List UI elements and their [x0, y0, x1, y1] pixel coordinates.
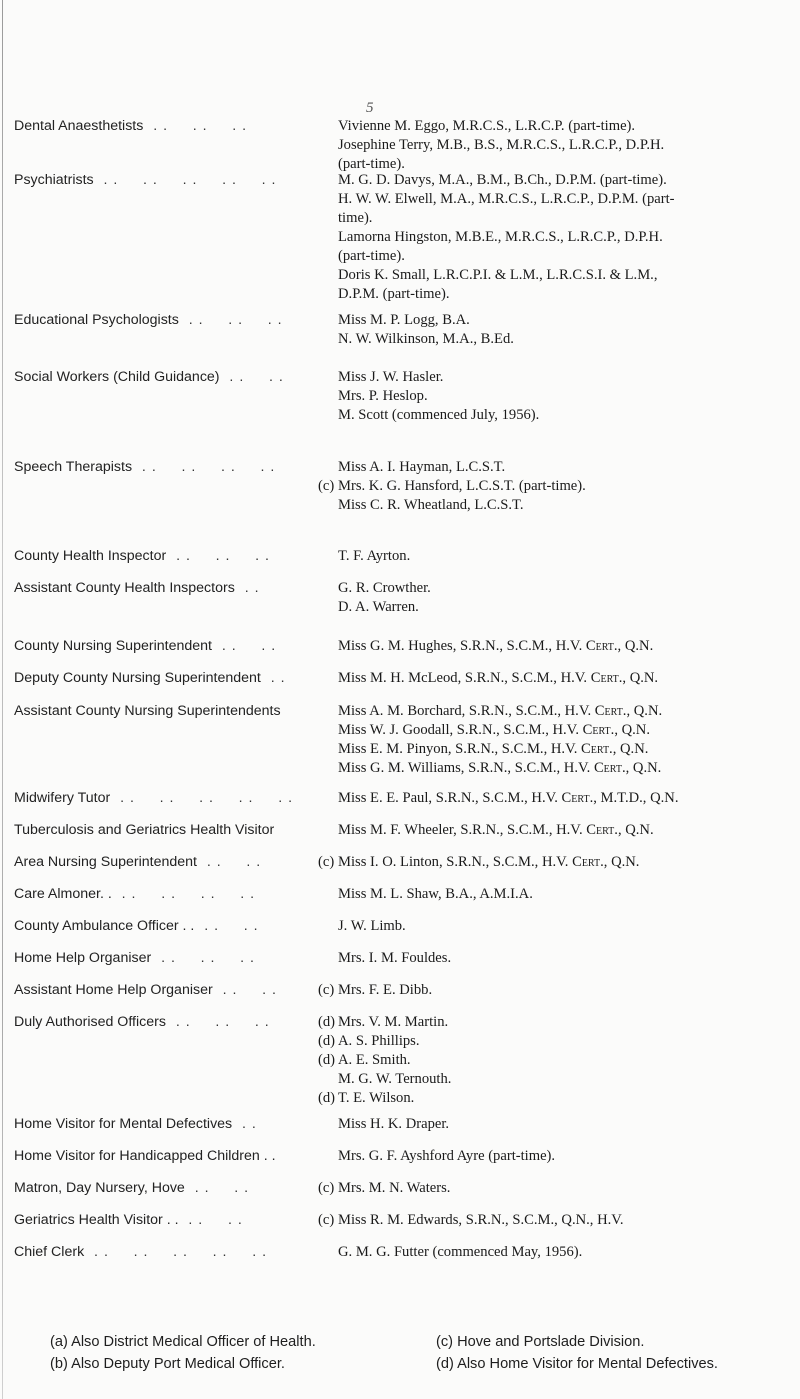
leader-dots: . . . . . . . . . .	[93, 172, 277, 188]
names-list	[338, 1243, 800, 1262]
footnote-marker: (c)	[318, 478, 335, 494]
name-line	[338, 387, 800, 406]
role-label: Chief Clerk	[14, 1244, 85, 1260]
names-list	[318, 981, 800, 1000]
role-label: Deputy County Nursing Superintendent	[14, 670, 261, 686]
name-line	[338, 266, 800, 285]
name-text: Miss C. R. Wheatland, L.C.S.T.	[338, 497, 524, 513]
role-title	[14, 1115, 314, 1134]
name-text: Miss G. M. Hughes, S.R.N., S.C.M., H.V. Cert., Q.N.	[338, 638, 654, 654]
name-text: Mrs. K. G. Hansford, L.C.S.T. (part-time).	[338, 478, 586, 494]
role-title	[14, 368, 314, 387]
role-label: County Health Inspector	[14, 548, 167, 564]
role-title	[14, 171, 314, 190]
leader-dots: . . . .	[184, 1180, 250, 1196]
leader-dots: . . . . . .	[143, 118, 248, 134]
name-text: Mrs. I. M. Fouldes.	[338, 950, 452, 966]
leader-dots: . . . .	[194, 918, 259, 934]
name-text: Doris K. Small, L.R.C.P.I. & L.M., L.R.C.S.I. & L.M.,	[338, 267, 658, 283]
names-list	[338, 547, 800, 566]
names-list	[338, 368, 800, 425]
role-title	[14, 1013, 314, 1032]
name-text: Vivienne M. Eggo, M.R.C.S., L.R.C.P. (part-time).	[338, 118, 636, 134]
role-label: Home Visitor for Handicapped Children . .	[14, 1148, 276, 1164]
footnote-marker: (c)	[318, 854, 335, 870]
name-text: Mrs. P. Heslop.	[338, 388, 428, 404]
name-line	[338, 171, 800, 190]
name-line	[338, 368, 800, 387]
footnote-marker: (c)	[318, 1180, 335, 1196]
name-line	[338, 190, 800, 209]
name-line	[338, 117, 800, 136]
leader-dots: . . . .	[211, 638, 277, 654]
leader-dots: . . . . . . . .	[132, 459, 276, 475]
name-line	[338, 247, 800, 266]
role-label: Social Workers (Child Guidance)	[14, 369, 220, 385]
role-label: County Nursing Superintendent	[14, 638, 212, 654]
role-label: Duly Authorised Officers	[14, 1014, 166, 1030]
name-line	[338, 285, 800, 304]
role-title	[14, 547, 314, 566]
role-label: Dental Anaesthetists	[14, 118, 144, 134]
names-list	[338, 1115, 800, 1134]
name-line	[338, 496, 800, 515]
name-line	[338, 702, 800, 721]
role-title	[14, 949, 314, 968]
names-list	[338, 702, 800, 778]
name-text: Miss M. F. Wheeler, S.R.N., S.C.M., H.V. Cert., Q.N.	[338, 822, 654, 838]
name-text: Miss W. J. Goodall, S.R.N., S.C.M., H.V. Cert., Q.N.	[338, 722, 650, 738]
role-title	[14, 458, 314, 477]
name-line	[338, 789, 800, 808]
name-text: D.P.M. (part-time).	[338, 286, 450, 302]
name-line	[338, 547, 800, 566]
name-text: Mrs. V. M. Martin.	[338, 1014, 449, 1030]
name-text: H. W. W. Elwell, M.A., M.R.C.S., L.R.C.P., D.P.M. (part-	[338, 191, 675, 207]
name-text: T. F. Ayrton.	[338, 548, 411, 564]
name-text: Josephine Terry, M.B., B.S., M.R.C.S., L.R.C.P., D.P.H.	[338, 137, 665, 153]
leader-dots: . . . . . .	[165, 1014, 270, 1030]
leader-dots: . . . .	[178, 1212, 243, 1228]
role-label: Care Almoner. .	[14, 886, 112, 902]
footnote-c: (c) Hove and Portslade Division.	[436, 1334, 645, 1350]
role-label: Assistant County Health Inspectors	[14, 580, 235, 596]
role-title	[14, 1147, 314, 1166]
role-title	[14, 821, 314, 840]
leader-dots: . . . . . .	[166, 548, 270, 564]
footnote-marker: (d)	[318, 1033, 336, 1049]
name-text: time).	[338, 210, 373, 226]
names-list	[318, 458, 800, 515]
names-list	[338, 117, 800, 174]
leader-dots: . . . . . . . . . .	[110, 790, 294, 806]
names-list	[318, 1179, 800, 1198]
names-list	[338, 1147, 800, 1166]
role-title	[14, 702, 314, 721]
footnote-marker: (d)	[318, 1090, 336, 1106]
footnote-d: (d) Also Home Visitor for Mental Defectives.	[436, 1356, 718, 1372]
names-list	[338, 637, 800, 656]
role-title	[14, 885, 314, 904]
name-line	[338, 311, 800, 330]
leader-dots: . .	[260, 670, 286, 686]
name-text: J. W. Limb.	[338, 918, 406, 934]
names-list	[338, 821, 800, 840]
name-line	[338, 598, 800, 617]
names-list	[338, 885, 800, 904]
role-title	[14, 579, 314, 598]
names-list	[338, 669, 800, 688]
names-list	[318, 1013, 800, 1108]
name-text: Miss A. I. Hayman, L.C.S.T.	[338, 459, 506, 475]
role-label: Assistant Home Help Organiser	[14, 982, 213, 998]
role-label: Midwifery Tutor	[14, 790, 111, 806]
name-text: M. G. W. Ternouth.	[338, 1071, 452, 1087]
role-title	[14, 669, 314, 688]
name-text: Lamorna Hingston, M.B.E., M.R.C.S., L.R.C.P., D.P.H.	[338, 229, 663, 245]
scan-edge	[2, 0, 3, 1399]
page-number: 5	[366, 100, 374, 116]
name-line	[338, 949, 800, 968]
footnote-marker: (d)	[318, 1014, 336, 1030]
name-line	[338, 917, 800, 936]
role-title	[14, 981, 314, 1000]
name-text: G. M. G. Futter (commenced May, 1956).	[338, 1244, 583, 1260]
role-label: Tuberculosis and Geriatrics Health Visitor	[14, 822, 275, 838]
name-text: G. R. Crowther.	[338, 580, 431, 596]
role-label: Matron, Day Nursery, Hove	[14, 1180, 185, 1196]
role-label: Area Nursing Superintendent	[14, 854, 197, 870]
leader-dots: . .	[234, 580, 260, 596]
role-title	[14, 637, 314, 656]
leader-dots: . . . .	[219, 369, 284, 385]
role-title	[14, 1179, 314, 1198]
name-text: (part-time).	[338, 248, 405, 264]
name-text: Miss M. H. McLeod, S.R.N., S.C.M., H.V. Cert., Q.N.	[338, 670, 659, 686]
role-label: Assistant County Nursing Superintendents	[14, 703, 281, 719]
leader-dots: . . . . . .	[151, 950, 255, 966]
name-text: Miss E. M. Pinyon, S.R.N., S.C.M., H.V. Cert., Q.N.	[338, 741, 649, 757]
name-text: Miss G. M. Williams, S.R.N., S.C.M., H.V. Cert., Q.N.	[338, 760, 662, 776]
name-line	[318, 981, 800, 1000]
name-text: A. E. Smith.	[338, 1052, 411, 1068]
name-text: T. E. Wilson.	[338, 1090, 415, 1106]
role-title	[14, 917, 314, 936]
name-text: Miss J. W. Hasler.	[338, 369, 444, 385]
footnote-marker: (d)	[318, 1052, 336, 1068]
leader-dots: . . . . . . . . . .	[84, 1244, 268, 1260]
name-line	[318, 1211, 800, 1230]
name-text: N. W. Wilkinson, M.A., B.Ed.	[338, 331, 514, 347]
name-text: Miss H. K. Draper.	[338, 1116, 450, 1132]
name-line	[338, 721, 800, 740]
footnote-marker: (c)	[318, 982, 335, 998]
name-line	[318, 1013, 800, 1032]
names-list	[338, 949, 800, 968]
name-text: Mrs. F. E. Dibb.	[338, 982, 433, 998]
names-list	[338, 579, 800, 617]
name-line	[338, 1243, 800, 1262]
leader-dots: . . . . . . . .	[111, 886, 256, 902]
role-label: Speech Therapists	[14, 459, 133, 475]
name-line	[318, 477, 800, 496]
role-label: Educational Psychologists	[14, 312, 179, 328]
role-title	[14, 311, 314, 330]
name-line	[338, 885, 800, 904]
name-line	[318, 1089, 800, 1108]
name-text: Miss M. L. Shaw, B.A., A.M.I.A.	[338, 886, 533, 902]
leader-dots: . . . .	[212, 982, 277, 998]
name-line	[338, 228, 800, 247]
name-line	[338, 330, 800, 349]
name-text: Mrs. G. F. Ayshford Ayre (part-time).	[338, 1148, 556, 1164]
name-text: Miss I. O. Linton, S.R.N., S.C.M., H.V. Cert., Q.N.	[338, 854, 640, 870]
name-line	[338, 406, 800, 425]
name-text: Miss R. M. Edwards, S.R.N., S.C.M., Q.N., H.V.	[338, 1212, 624, 1228]
leader-dots: . . . . . .	[178, 312, 283, 328]
role-title	[14, 117, 314, 136]
name-line	[318, 1032, 800, 1051]
name-line	[338, 1147, 800, 1166]
footnote-marker: (c)	[318, 1212, 335, 1228]
role-title	[14, 1211, 314, 1230]
name-text: A. S. Phillips.	[338, 1033, 420, 1049]
name-line	[318, 1179, 800, 1198]
name-line	[338, 1115, 800, 1134]
role-label: Home Visitor for Mental Defectives	[14, 1116, 233, 1132]
name-line	[338, 1070, 800, 1089]
footnote-a: (a) Also District Medical Officer of Health.	[50, 1334, 316, 1350]
name-text: Miss A. M. Borchard, S.R.N., S.C.M., H.V. Cert., Q.N.	[338, 703, 663, 719]
role-title	[14, 789, 314, 808]
name-text: M. Scott (commenced July, 1956).	[338, 407, 540, 423]
role-label: County Ambulance Officer . .	[14, 918, 195, 934]
names-list	[338, 171, 800, 304]
names-list	[338, 789, 800, 808]
footnote-b: (b) Also Deputy Port Medical Officer.	[50, 1356, 285, 1372]
names-list	[318, 1211, 800, 1230]
name-text: D. A. Warren.	[338, 599, 419, 615]
name-line	[338, 740, 800, 759]
name-text: Miss M. P. Logg, B.A.	[338, 312, 470, 328]
names-list	[338, 917, 800, 936]
name-line	[318, 1051, 800, 1070]
name-line	[338, 579, 800, 598]
name-line	[338, 136, 800, 155]
name-line	[338, 637, 800, 656]
role-label: Psychiatrists	[14, 172, 94, 188]
name-line	[338, 669, 800, 688]
name-line	[338, 821, 800, 840]
leader-dots: . .	[232, 1116, 257, 1132]
names-list	[338, 311, 800, 349]
role-label: Geriatrics Health Visitor . .	[14, 1212, 179, 1228]
names-list	[318, 853, 800, 872]
role-label: Home Help Organiser	[14, 950, 152, 966]
name-text: M. G. D. Davys, M.A., B.M., B.Ch., D.P.M. (part-time).	[338, 172, 667, 188]
name-line	[318, 853, 800, 872]
leader-dots: . . . .	[196, 854, 262, 870]
role-title	[14, 853, 314, 872]
name-text: Miss E. E. Paul, S.R.N., S.C.M., H.V. Cert., M.T.D., Q.N.	[338, 790, 679, 806]
name-line	[338, 759, 800, 778]
role-title	[14, 1243, 314, 1262]
name-line	[338, 209, 800, 228]
name-line	[338, 458, 800, 477]
name-text: (part-time).	[338, 156, 405, 172]
name-text: Mrs. M. N. Waters.	[338, 1180, 451, 1196]
